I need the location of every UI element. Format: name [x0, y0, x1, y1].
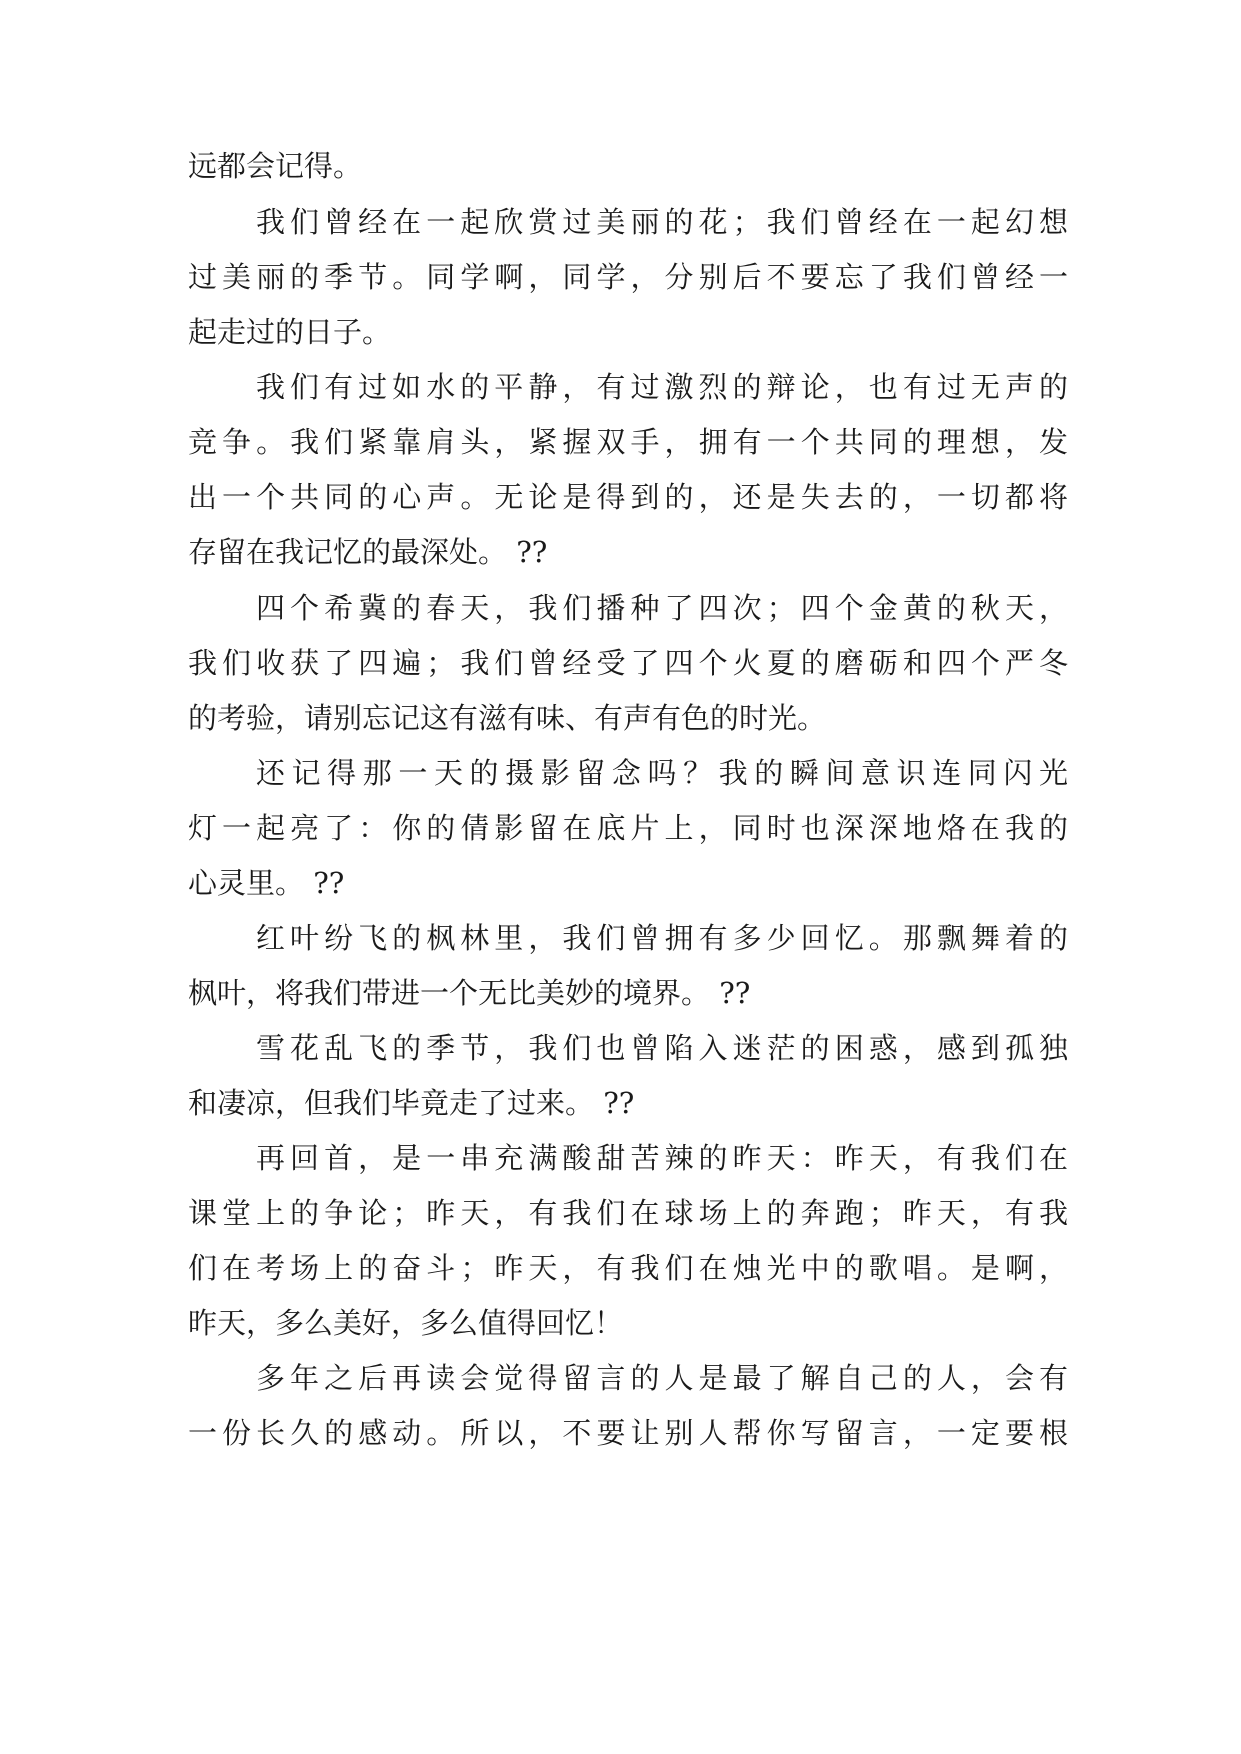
text-line: 远都会记得。 — [188, 149, 363, 183]
text-line: 竞争。我们紧靠肩头，紧握双手，拥有一个共同的理想，发 — [188, 425, 1068, 459]
text-line: 灯一起亮了：你的倩影留在底片上，同时也深深地烙在我的 — [188, 811, 1068, 845]
text-line: 们在考场上的奋斗；昨天，有我们在烛光中的歌唱。是啊， — [188, 1251, 1068, 1285]
text-line: 出一个共同的心声。无论是得到的，还是失去的，一切都将 — [188, 480, 1068, 514]
text-line: 昨天，多么美好，多么值得回忆！ — [188, 1306, 624, 1340]
text-line: 再回首，是一串充满酸甜苦辣的昨天：昨天，有我们在 — [256, 1141, 1068, 1175]
text-line: 课堂上的争论；昨天，有我们在球场上的奔跑；昨天，有我 — [188, 1196, 1068, 1230]
text-line: 心灵里。 ?? — [188, 866, 345, 900]
text-line: 我们有过如水的平静，有过激烈的辩论，也有过无声的 — [256, 370, 1068, 404]
text-line: 存留在我记忆的最深处。 ?? — [188, 535, 548, 569]
text-line: 我们收获了四遍；我们曾经受了四个火夏的磨砺和四个严冬 — [188, 646, 1068, 680]
text-line: 和凄凉，但我们毕竟走了过来。 ?? — [188, 1086, 635, 1120]
text-line: 一份长久的感动。所以，不要让别人帮你写留言，一定要根 — [188, 1416, 1068, 1450]
text-line: 红叶纷飞的枫林里，我们曾拥有多少回忆。那飘舞着的 — [256, 921, 1068, 955]
text-line: 枫叶，将我们带进一个无比美妙的境界。 ?? — [188, 976, 751, 1010]
text-line: 我们曾经在一起欣赏过美丽的花；我们曾经在一起幻想 — [256, 205, 1068, 239]
text-line: 还记得那一天的摄影留念吗？我的瞬间意识连同闪光 — [256, 756, 1068, 790]
text-line: 四个希冀的春天，我们播种了四次；四个金黄的秋天， — [256, 591, 1068, 625]
text-line: 的考验，请别忘记这有滋有味、有声有色的时光。 — [188, 701, 827, 735]
text-line: 雪花乱飞的季节，我们也曾陷入迷茫的困惑，感到孤独 — [256, 1031, 1068, 1065]
text-line: 起走过的日子。 — [188, 315, 392, 349]
text-line: 过美丽的季节。同学啊，同学，分别后不要忘了我们曾经一 — [188, 260, 1068, 294]
text-line: 多年之后再读会觉得留言的人是最了解自己的人，会有 — [256, 1361, 1068, 1395]
